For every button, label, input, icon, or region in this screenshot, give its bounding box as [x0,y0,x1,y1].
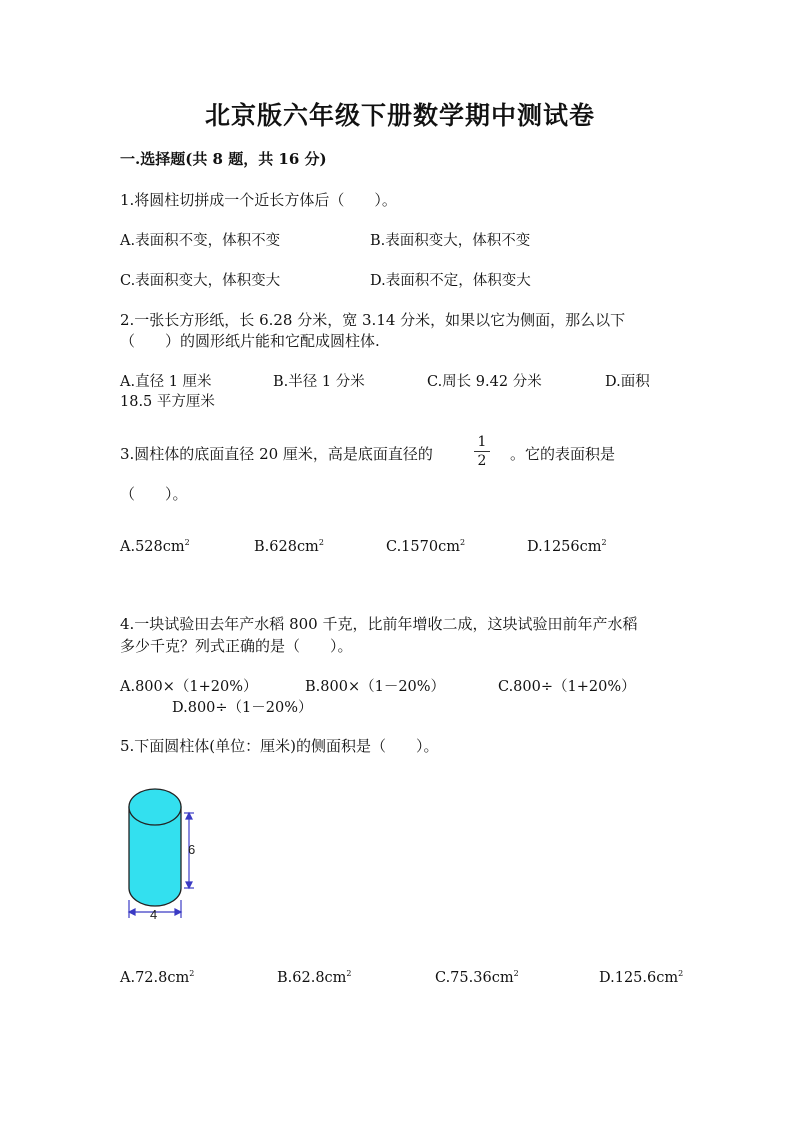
diameter-label: 4 [150,907,158,922]
height-arrow-bottom [186,882,192,888]
q4-option-d: D.800÷（1－20%） [172,700,313,716]
q3-stem-line2: （ ）。 [120,485,188,503]
height-label: 6 [188,842,196,857]
q1-stem: 1.将圆柱切拼成一个近长方体后（ ）。 [120,191,397,209]
cylinder-drawing [118,780,228,930]
q2-stem-line1: 2.一张长方形纸，长 6.28 分米，宽 3.14 分米，如果以它为侧面，那么以下 [120,311,626,329]
q2-option-d-cont: 18.5 平方厘米 [120,394,215,410]
q3-option-c: $C.1570cm^2$ [386,538,466,555]
q1-option-a: A.表面积不变，体积不变 [120,233,281,249]
q4-stem-line2: 多少千克？列式正确的是（ ）。 [120,637,353,655]
q2-option-a: A.直径 1 厘米 [120,374,212,390]
diameter-arrow-right [175,909,181,915]
q2-option-d: D.面积 [605,374,650,390]
q2-stem-line2: （ ）的圆形纸片能和它配成圆柱体. [120,332,380,350]
diameter-arrow-left [129,909,135,915]
cylinder-top [129,789,181,825]
page-title: 北京版六年级下册数学期中测试卷 [204,101,595,130]
fraction-denominator: 2 [477,453,487,469]
section-heading: 一.选择题(共 8 题，共 16 分) [120,150,327,168]
q5-option-d: $D.125.6cm^2$ [599,969,684,986]
fraction-one-half [472,434,492,469]
fraction-numerator: 1 [477,434,487,450]
q3-option-b: $B.628cm^2$ [254,538,324,555]
q3-stem-line1: 3.圆柱体的底面直径 20 厘米，高是底面直径的 [120,445,433,463]
q5-option-b: $B.62.8cm^2$ [277,969,352,986]
q1-option-c: C.表面积变大，体积变大 [120,273,281,289]
q5-option-c: $C.75.36cm^2$ [435,969,519,986]
q5-stem: 5.下面圆柱体(单位：厘米)的侧面积是（ ）。 [120,737,439,755]
fraction-bar [474,451,490,452]
q4-option-b: B.800×（1－20%） [305,679,446,695]
q4-option-c: C.800÷（1+20%） [498,679,636,695]
q3-option-d: $D.1256cm^2$ [527,538,607,555]
q3-option-a: $A.528cm^2$ [120,538,190,555]
q4-option-a: A.800×（1+20%） [120,679,258,695]
q2-option-c: C.周长 9.42 分米 [427,374,542,390]
q4-stem-line1: 4.一块试验田去年产水稻 800 千克，比前年增收二成，这块试验田前年产水稻 [120,615,638,633]
cylinder-figure [118,780,228,934]
q1-option-b: B.表面积变大，体积不变 [370,233,531,249]
q5-option-a: $A.72.8cm^2$ [120,969,195,986]
q2-option-b: B.半径 1 分米 [273,374,365,390]
q1-option-d: D.表面积不定，体积变大 [370,273,531,289]
height-arrow-top [186,813,192,819]
q3-stem-line1-end: 。它的表面积是 [510,445,616,463]
